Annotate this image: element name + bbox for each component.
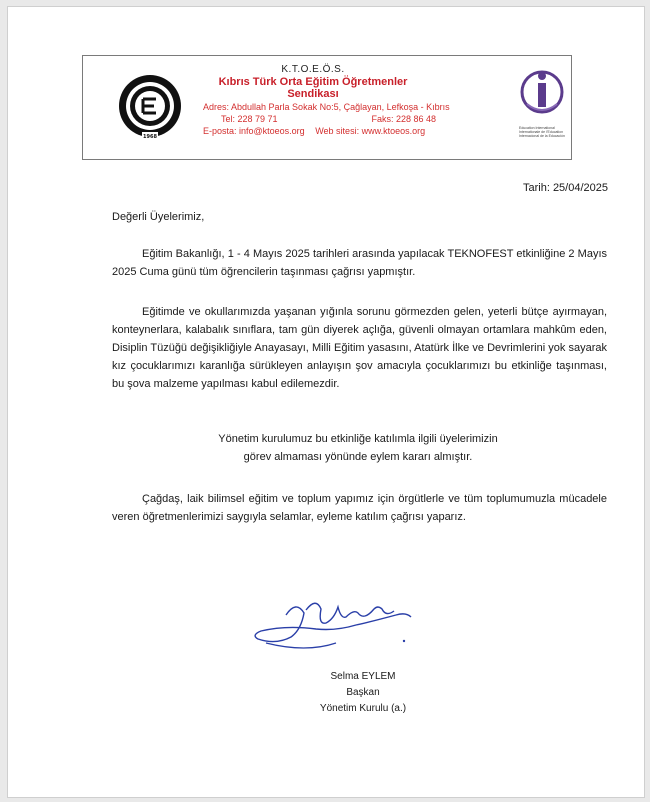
emblem-year: 1968 [143, 134, 157, 140]
letterhead-text [203, 64, 503, 136]
paragraph-4-text: Çağdaş, laik bilimsel eğitim ve toplum yapımız için örgütlerle ve tüm toplumumuzla mücadele veren öğretmenlerimizi saygıyla selamlar, eyleme katılım çağrısı yaparız. [112, 493, 607, 523]
letter-page [7, 6, 645, 798]
paragraph-2 [112, 303, 607, 393]
org-fax: Faks: 228 86 48 [371, 114, 437, 124]
ei-caption: Education International Internationale de l'Education Internacional de la Educación [519, 126, 565, 138]
org-email: E-posta: info@ktoeos.org [203, 126, 305, 136]
paragraph-4 [112, 490, 607, 526]
org-tel: Tel: 228 79 71 [221, 114, 278, 124]
paragraph-3-line-2: görev almaması yönünde eylem kararı almıştır. [243, 451, 473, 463]
org-abbreviation: K.T.O.E.Ö.S. [281, 64, 345, 75]
signer-title: Başkan [346, 687, 380, 698]
signer-organization: Yönetim Kurulu (a.) [319, 703, 407, 714]
org-website: Web sitesi: www.ktoeos.org [315, 126, 426, 136]
paragraph-1-text: Eğitim Bakanlığı, 1 - 4 Mayıs 2025 tarihleri arasında yapılacak TEKNOFEST etkinliğine 2 Mayıs 2025 Cuma günü tüm öğrencilerin taşınması çağrısı yapmıştır. [112, 248, 607, 278]
handwritten-signature [246, 595, 416, 665]
paragraph-3-line-1: Yönetim kurulumuz bu etkinliğe katılımla ilgili üyelerimizin [218, 433, 498, 445]
signature-block [298, 669, 428, 717]
education-international-icon [519, 64, 565, 152]
paragraph-2-text: Eğitimde ve okullarımızda yaşanan yığınla sorunu görmezden gelen, yeterli bütçe ayırmayan, konteynerlara, kalabalık sınıflara, tam gün diyerek açlığa, güvenli olmayan ortamlara mahkûm eden, Disiplin Tüzüğü değişikliğiyle Anayasayı, Milli Eğitim yasasını, Atatürk İlke ve Devrimlerini yok sayarak kız çocuklarımızı karanlığa sürükleyen anlayışın şov amacıyla çocuklarımızı bu etkinliğe taşınması, bu şova malzeme yapılması kabul edilemezdir. [112, 306, 607, 390]
letterhead [82, 55, 572, 160]
org-contact-row [203, 126, 503, 136]
paragraph-1 [112, 245, 607, 281]
union-emblem-icon [117, 66, 183, 146]
letter-date: Tarih: 25/04/2025 [522, 182, 608, 194]
org-address: Adres: Abdullah Parla Sokak No:5, Çağlayan, Lefkoşa - Kıbrıs [203, 102, 450, 112]
paragraph-3 [148, 430, 568, 466]
org-name: Kıbrıs Türk Orta Eğitim Öğretmenler Sendikası [218, 76, 408, 100]
signer-name: Selma EYLEM [330, 671, 396, 682]
org-phone-row [203, 114, 503, 124]
salutation: Değerli Üyelerimiz, [112, 211, 205, 223]
